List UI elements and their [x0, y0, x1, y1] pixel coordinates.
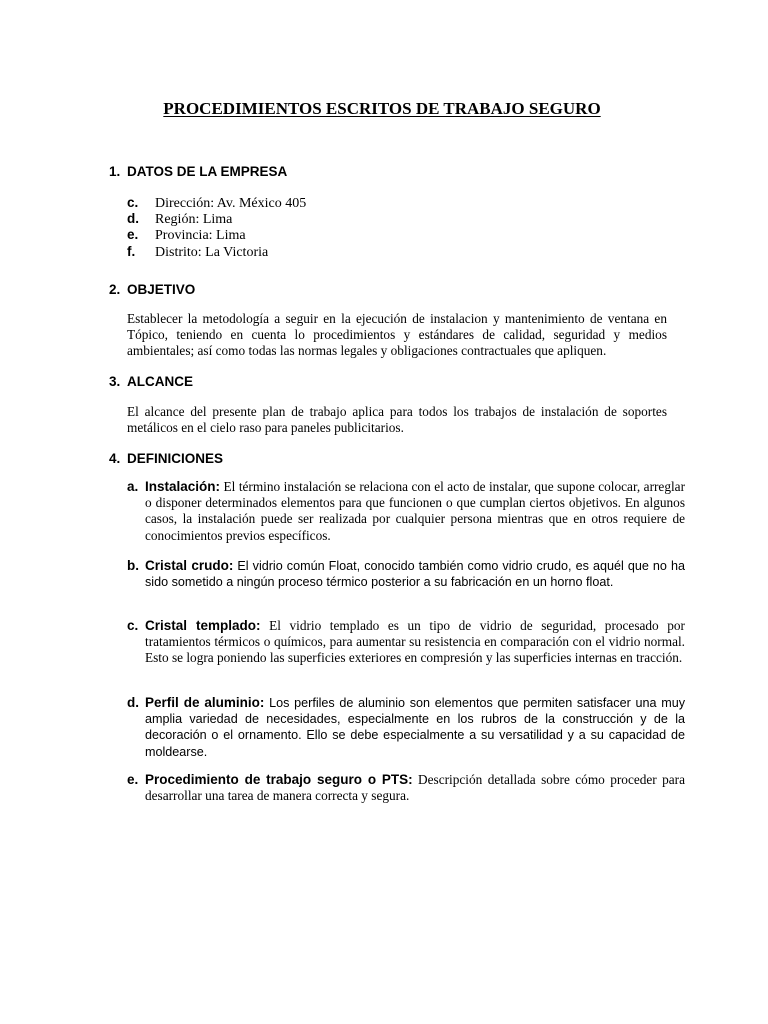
definition-term: Perfil de aluminio: — [145, 695, 265, 710]
section-number: 1. — [109, 164, 121, 179]
item-text: Provincia: Lima — [155, 228, 246, 244]
section-title: ALCANCE — [127, 374, 193, 389]
list-item — [127, 195, 306, 211]
list-item — [127, 211, 306, 227]
definition-text: El vidrio templado es un tipo de vidrio de seguridad, procesado por tratamientos térmicos o químicos, para aumentar su resistencia en comparación con el vidrio normal. Esto se logra poniendo las superficies exteriores en compresión y las superficies internas en tracción. — [145, 618, 685, 666]
section-title: DATOS DE LA EMPRESA — [127, 164, 288, 179]
definition-cristal-templado — [127, 618, 685, 667]
definition-text: Los perfiles de aluminio son elementos que permiten satisfacer una muy amplia variedad de necesidades, especialmente en los rubros de la construcción y de la decoración o el ornamento. Ello se debe especialmente a su versatilidad y a su capacidad de moldearse. — [145, 696, 685, 759]
definition-text: El término instalación se relaciona con el acto de instalar, que supone colocar, arreglar o disponer determinados elementos para que funcionen o que cumplan ciertos objetivos. En algunos casos, la instalación puede ser realizada por cualquier persona mientras que en otros requiere de conocimientos previos específicos. — [145, 479, 685, 543]
item-text: Dirección: Av. México 405 — [155, 196, 307, 211]
objetivo-paragraph: Establecer la metodología a seguir en la ejecución de instalacion y mantenimiento de ventana en Tópico, teniendo en cuenta lo procedimientos y estándares de calidad, seguridad y medios ambientales; así como todas las normas legales y obligaciones contractuales que apliquen. — [127, 311, 667, 359]
definition-term: Cristal templado: — [145, 618, 261, 633]
list-item — [127, 244, 306, 260]
document-title: PROCEDIMIENTOS ESCRITOS DE TRABAJO SEGURO — [163, 99, 601, 118]
section-title: OBJETIVO — [127, 282, 196, 297]
section-title: DEFINICIONES — [127, 451, 224, 466]
definition-pts — [127, 772, 685, 804]
item-letter: e. — [127, 227, 139, 243]
definition-text: Descripción detallada sobre cómo proceder para desarrollar una tarea de manera correcta y segura. — [145, 772, 685, 804]
item-letter: d. — [127, 211, 139, 227]
definition-term: Procedimiento de trabajo seguro o PTS: — [145, 772, 413, 787]
definition-perfil-aluminio — [127, 695, 685, 760]
definition-text: El vidrio común Float, conocido también como vidrio crudo, es aquél que no ha sido sometido a ningún proceso térmico posterior a su fabricación en un horno float. — [145, 559, 685, 590]
section-heading-objetivo — [109, 282, 195, 297]
section-heading-datos — [109, 164, 287, 179]
definition-letter: c. — [127, 618, 139, 633]
definition-letter: b. — [127, 558, 139, 573]
section-heading-definiciones — [109, 451, 223, 466]
item-text: Región: Lima — [155, 212, 233, 228]
company-data-list — [127, 195, 306, 260]
section-number: 3. — [109, 374, 121, 389]
definition-letter: e. — [127, 772, 139, 787]
item-letter: c. — [127, 195, 139, 210]
definition-term: Instalación: — [145, 479, 221, 494]
section-number: 4. — [109, 451, 121, 466]
definition-letter: d. — [127, 695, 139, 710]
item-letter: f. — [127, 243, 136, 259]
definition-cristal-crudo — [127, 558, 685, 590]
alcance-paragraph: El alcance del presente plan de trabajo aplica para todos los trabajos de instalación de soportes metálicos en el cielo raso para paneles publicitarios. — [127, 404, 667, 436]
list-item — [127, 227, 306, 243]
section-number: 2. — [109, 282, 121, 297]
item-text: Distrito: La Victoria — [155, 244, 269, 260]
definition-instalacion — [127, 479, 685, 544]
definition-letter: a. — [127, 479, 139, 494]
section-heading-alcance — [109, 374, 193, 389]
definition-term: Cristal crudo: — [145, 558, 234, 573]
